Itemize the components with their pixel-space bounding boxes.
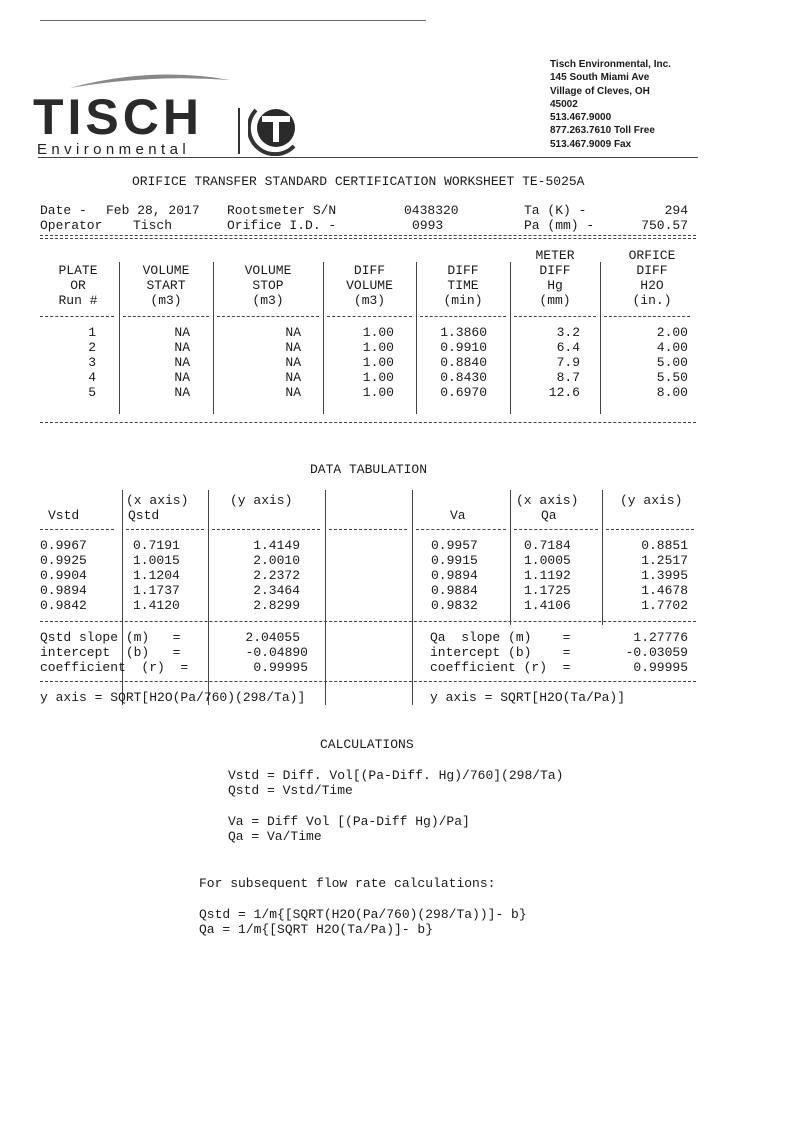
volume-stop: NA (285, 325, 301, 340)
qa-value: 1.1725 (524, 583, 571, 598)
header-underline (212, 529, 320, 530)
run-number: 3 (88, 355, 96, 370)
header-underline (604, 316, 690, 317)
column-divider (412, 490, 413, 705)
volume-stop: NA (285, 340, 301, 355)
qstd-value: 1.1737 (133, 583, 180, 598)
diff-h2o: 8.00 (656, 385, 688, 400)
qstd-value: 1.0015 (133, 553, 180, 568)
diff-time: 0.8840 (440, 355, 487, 370)
orifice-id: 0993 (412, 218, 444, 233)
header-cell: ORFICE (628, 248, 676, 263)
date-label: Date - (40, 203, 95, 218)
column-divider (119, 262, 120, 414)
calc-line: Qstd = Vstd/Time (228, 783, 353, 798)
diff-time: 0.9910 (440, 340, 487, 355)
operator-value: Tisch (133, 218, 173, 233)
address-line: 145 South Miami Ave (550, 72, 650, 84)
diff-hg: 12.6 (548, 385, 580, 400)
qa-axis-header: (x axis) (516, 493, 579, 508)
header-underline (420, 316, 506, 317)
qa-value: 1.1192 (524, 568, 571, 583)
va-value: 0.9832 (431, 598, 478, 613)
va-value: 0.9957 (431, 538, 478, 553)
qstd-header: Qstd (128, 508, 160, 523)
header-cell: OR (70, 278, 86, 293)
header-underline (514, 316, 596, 317)
address-line: 513.467.9009 Fax (550, 138, 632, 150)
subsequent-line: Qa = 1/m{[SQRT H2O(Ta/Pa)]- b} (199, 922, 434, 937)
header-cell: Run # (58, 293, 98, 308)
vstd-value: 0.9967 (40, 538, 87, 553)
calculations-title: CALCULATIONS (320, 737, 414, 752)
va-value: 0.9915 (431, 553, 478, 568)
header-cell: VOLUME (346, 278, 393, 293)
volume-start: NA (174, 340, 190, 355)
header-cell: DIFF (353, 263, 386, 278)
header-cell: H2O (640, 278, 664, 293)
qa-intercept-value: -0.03059 (625, 645, 688, 660)
vstd-value: 0.9925 (40, 553, 87, 568)
qstd-slope-label: Qstd slope (m) = (40, 630, 181, 645)
diff-h2o: 5.50 (656, 370, 688, 385)
header-underline (416, 529, 506, 530)
qa-coef-value: 0.99995 (633, 660, 688, 675)
address-line: Village of Cleves, OH (550, 85, 650, 97)
qa-header: Qa (541, 508, 557, 523)
logo-swoosh-icon (70, 70, 230, 90)
y-a-value: 1.7702 (641, 598, 688, 613)
qa-value: 1.4106 (524, 598, 571, 613)
y-axis-left-header: (y axis) (230, 493, 293, 508)
qstd-intercept-value: -0.04890 (245, 645, 308, 660)
ta-label: Ta (K) - (524, 203, 587, 218)
date-value: Feb 28, 2017 (106, 203, 200, 218)
header-underline (514, 529, 598, 530)
column-divider (325, 490, 326, 705)
header-cell: START (146, 278, 186, 293)
info-rule (40, 235, 696, 236)
vstd-value: 0.9842 (40, 598, 87, 613)
qa-intercept-label: intercept (b) = (430, 645, 571, 660)
vstd-header: Vstd (48, 508, 80, 523)
column-divider (416, 262, 417, 414)
diff-hg: 3.2 (556, 325, 580, 340)
diff-volume: 1.00 (362, 385, 394, 400)
rootsmeter-sn: 0438320 (404, 203, 459, 218)
diff-h2o: 4.00 (656, 340, 688, 355)
y-a-value: 0.8851 (641, 538, 688, 553)
info-rule (40, 238, 696, 239)
calc-line: Vstd = Diff. Vol[(Pa-Diff. Hg)/760](298/Ta) (228, 768, 564, 783)
y-std-value: 2.8299 (253, 598, 300, 613)
header-underline (126, 529, 204, 530)
header-cell: DIFF (447, 263, 479, 278)
orifice-label: Orifice I.D. - (227, 218, 337, 233)
header-cell: (min) (443, 293, 483, 308)
header-cell: TIME (447, 278, 479, 293)
calc-line: Va = Diff Vol [(Pa-Diff Hg)/Pa] (228, 814, 470, 829)
pa-value: 750.57 (641, 218, 688, 233)
address-line: 877.263.7610 Toll Free (550, 125, 655, 137)
diff-h2o: 5.00 (656, 355, 688, 370)
logo-wordmark: TISCH (33, 89, 203, 145)
y-std-value: 2.0010 (253, 553, 300, 568)
header-cell: STOP (252, 278, 284, 293)
header-cell: (mm) (539, 293, 571, 308)
header-cell: Hg (547, 278, 563, 293)
run-table-bottom-rule (40, 422, 696, 423)
volume-start: NA (174, 325, 190, 340)
header-cell: (m3) (150, 293, 182, 308)
vstd-value: 0.9904 (40, 568, 87, 583)
ta-value: 294 (664, 203, 688, 218)
volume-start: NA (174, 355, 190, 370)
tabulation-title: DATA TABULATION (310, 462, 428, 477)
qstd-intercept-label: intercept (b) = (40, 645, 181, 660)
qa-slope-value: 1.27776 (633, 630, 688, 645)
logo-divider (238, 108, 240, 154)
column-divider (600, 262, 601, 414)
address-line: 45002 (550, 98, 578, 110)
run-number: 1 (88, 325, 96, 340)
logo-subtitle: Environmental (37, 141, 191, 158)
qstd-slope-value: 2.04055 (245, 630, 300, 645)
header-cell: (m3) (353, 293, 386, 308)
header-rule (38, 157, 698, 158)
top-rule (40, 20, 426, 21)
address-line: 513.467.9000 (550, 112, 612, 124)
stats-rule (40, 621, 696, 622)
qstd-value: 0.7191 (133, 538, 180, 553)
company-address (550, 58, 671, 151)
volume-stop: NA (285, 355, 301, 370)
a-formula: y axis = SQRT[H2O(Ta/Pa)] (430, 690, 626, 705)
column-divider (213, 262, 214, 414)
va-value: 0.9894 (431, 568, 478, 583)
diff-h2o: 2.00 (656, 325, 688, 340)
y-a-value: 1.3995 (641, 568, 688, 583)
operator-label: Operator (40, 218, 103, 233)
run-number: 4 (88, 370, 96, 385)
header-cell: VOLUME (244, 263, 292, 278)
diff-time: 0.6970 (440, 385, 487, 400)
header-underline (606, 529, 694, 530)
column-divider (323, 262, 324, 414)
y-a-value: 1.2517 (641, 553, 688, 568)
qstd-coef-value: 0.99995 (253, 660, 308, 675)
diff-volume: 1.00 (362, 370, 394, 385)
header-cell: DIFF (539, 263, 571, 278)
vstd-value: 0.9894 (40, 583, 87, 598)
calc-line: Qa = Va/Time (228, 829, 322, 844)
y-std-value: 1.4149 (253, 538, 300, 553)
run-number: 2 (88, 340, 96, 355)
header-underline (329, 529, 407, 530)
qstd-coef-label: coefficient (r) = (40, 660, 189, 675)
qa-slope-label: Qa slope (m) = (430, 630, 571, 645)
volume-stop: NA (285, 385, 301, 400)
header-underline (40, 316, 114, 317)
diff-volume: 1.00 (362, 355, 394, 370)
diff-hg: 8.7 (556, 370, 580, 385)
va-value: 0.9884 (431, 583, 478, 598)
header-cell: METER (535, 248, 575, 263)
diff-hg: 6.4 (556, 340, 580, 355)
formula-rule (40, 681, 696, 682)
va-header: Va (450, 508, 466, 523)
y-axis-right-header: (y axis) (620, 493, 683, 508)
header-underline (123, 316, 209, 317)
diff-time: 0.8430 (440, 370, 487, 385)
rootsmeter-label: Rootsmeter S/N (227, 203, 337, 218)
qstd-value: 1.4120 (133, 598, 180, 613)
header-cell: DIFF (636, 263, 668, 278)
qa-value: 0.7184 (524, 538, 571, 553)
header-underline (327, 316, 412, 317)
diff-volume: 1.00 (362, 340, 394, 355)
run-number: 5 (88, 385, 96, 400)
y-std-value: 2.3464 (253, 583, 300, 598)
column-divider (510, 262, 511, 414)
worksheet-title: ORIFICE TRANSFER STANDARD CERTIFICATION WORKSHEET TE-5025A (132, 174, 585, 189)
column-divider (510, 490, 511, 625)
header-cell: VOLUME (142, 263, 190, 278)
qstd-value: 1.1204 (133, 568, 180, 583)
pa-label: Pa (mm) - (524, 218, 595, 233)
diff-time: 1.3860 (440, 325, 487, 340)
subsequent-line: Qstd = 1/m{[SQRT(H2O(Pa/760)(298/Ta))]- b} (199, 907, 527, 922)
header-cell: (in.) (632, 293, 672, 308)
header-cell: PLATE (58, 263, 98, 278)
qa-value: 1.0005 (524, 553, 571, 568)
volume-start: NA (174, 370, 190, 385)
header-underline (217, 316, 319, 317)
address-line: Tisch Environmental, Inc. (550, 59, 671, 70)
y-std-value: 2.2372 (253, 568, 300, 583)
y-a-value: 1.4678 (641, 583, 688, 598)
volume-start: NA (174, 385, 190, 400)
column-divider (208, 490, 209, 705)
column-divider (602, 490, 603, 625)
tisch-emblem-icon (248, 100, 304, 156)
std-formula: y axis = SQRT[H2O(Pa/760)(298/Ta)] (40, 690, 306, 705)
header-cell: (m3) (252, 293, 284, 308)
subsequent-label: For subsequent flow rate calculations: (199, 876, 496, 891)
qa-coef-label: coefficient (r) = (430, 660, 571, 675)
diff-volume: 1.00 (362, 325, 394, 340)
volume-stop: NA (285, 370, 301, 385)
header-underline (40, 529, 114, 530)
diff-hg: 7.9 (556, 355, 580, 370)
qstd-axis-header: (x axis) (126, 493, 189, 508)
